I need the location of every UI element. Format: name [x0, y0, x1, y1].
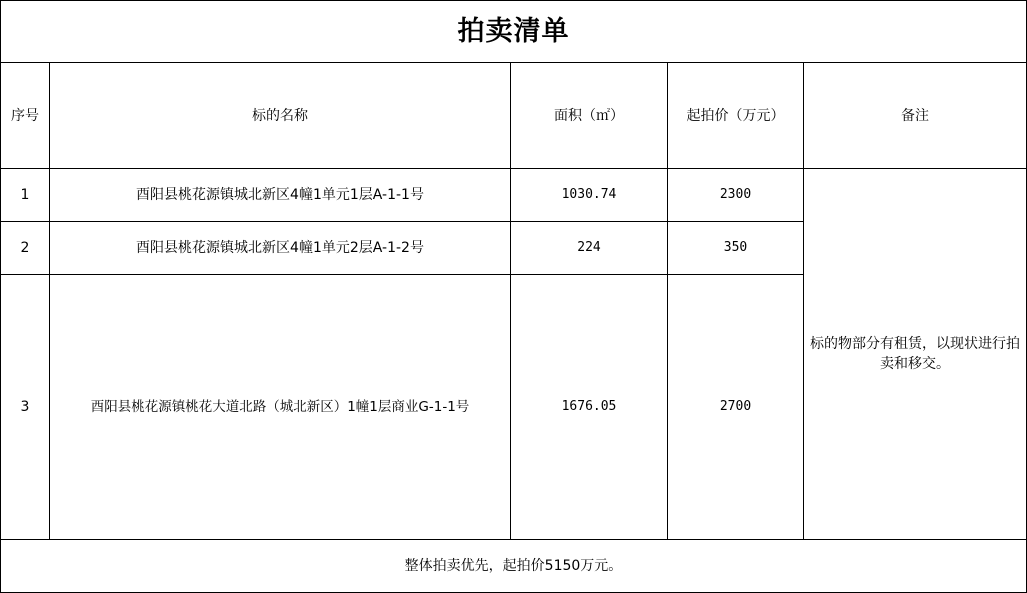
header-price: 起拍价（万元）	[686, 107, 785, 124]
row1-area: 1030.74	[561, 187, 617, 202]
row1-index: 1	[20, 187, 30, 203]
page-title: 拍卖清单	[457, 15, 570, 47]
row2-index: 2	[20, 240, 30, 256]
row3-area: 1676.05	[561, 399, 617, 414]
row2-name: 酉阳县桃花源镇城北新区4幢1单元2层A-1-2号	[136, 240, 424, 256]
row3-price: 2700	[719, 399, 752, 414]
header-area: 面积（㎡）	[554, 107, 624, 124]
header-remark: 备注	[901, 107, 929, 124]
header-index: 序号	[11, 107, 39, 124]
remark-cell: 标的物部分有租赁，以现状进行拍卖和移交。	[810, 336, 1020, 372]
row1-name: 酉阳县桃花源镇城北新区4幢1单元1层A-1-1号	[136, 187, 424, 203]
row2-price: 350	[723, 240, 748, 255]
row3-name: 酉阳县桃花源镇桃花大道北路（城北新区）1幢1层商业G-1-1号	[90, 399, 470, 415]
header-name: 标的名称	[252, 107, 308, 124]
row3-index: 3	[20, 399, 30, 415]
footer-note: 整体拍卖优先，起拍价5150万元。	[404, 558, 623, 574]
row2-area: 224	[577, 240, 601, 255]
row1-price: 2300	[719, 187, 752, 202]
